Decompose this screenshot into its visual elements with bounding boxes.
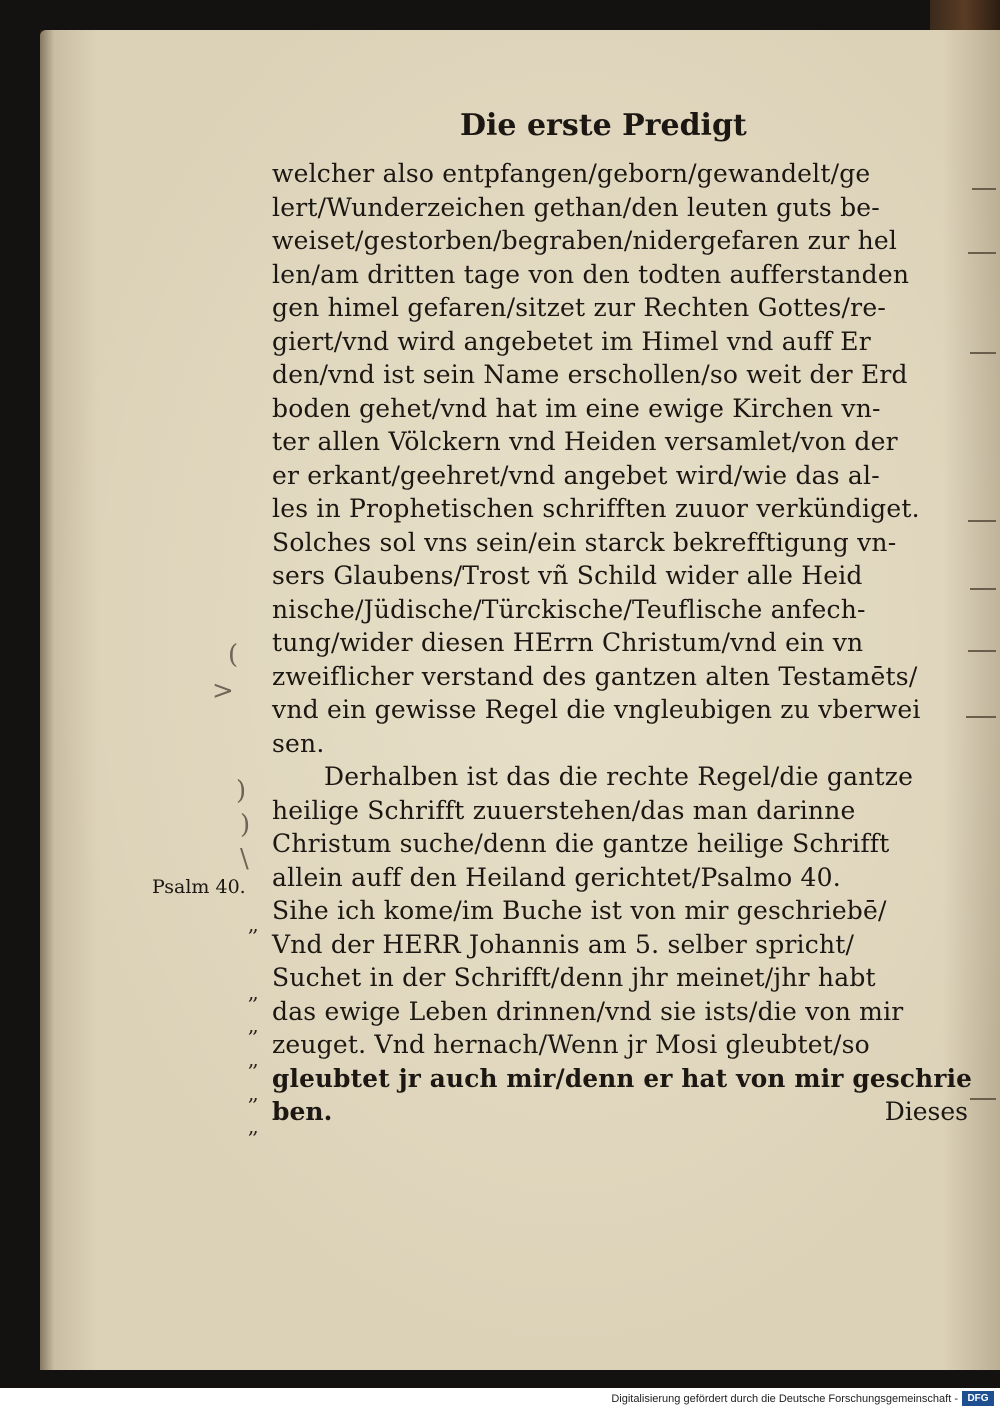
text-line: len/am dritten tage von den todten aufferstanden <box>272 259 910 289</box>
text-line: les in Prophetischen schrifften zuuor verkündiget. <box>272 494 920 523</box>
quote-mark: ,, <box>248 912 257 936</box>
quote-mark: ,, <box>248 980 257 1004</box>
edge-mark <box>972 188 996 190</box>
body-text <box>272 157 972 1129</box>
marginal-note: Psalm 40. <box>152 876 246 898</box>
text-line: er erkant/geehret/vnd angebet wird/wie das al- <box>272 460 880 490</box>
margin-bracket-mark: ) <box>240 810 251 840</box>
edge-mark <box>968 520 996 522</box>
text-line: lert/Wunderzeichen gethan/den leuten guts be- <box>272 192 880 222</box>
text-line: Suchet in der Schrifft/denn jhr meinet/jhr habt <box>272 963 876 992</box>
text-line: vnd ein gewisse Regel die vngleubigen zu vberwei <box>272 695 921 724</box>
quote-mark: ,, <box>248 1114 257 1138</box>
margin-bracket-mark: ) <box>236 776 247 806</box>
text-line: heilige Schrifft zuuerstehen/das man darinne <box>272 795 856 825</box>
final-line: ben. <box>272 1097 333 1126</box>
footer-bar <box>0 1388 1000 1411</box>
text-line: sers Glaubens/Trost vñ Schild wider alle Heid <box>272 561 863 590</box>
paragraph-start-line: Derhalben ist das die rechte Regel/die gantze <box>324 762 914 791</box>
dfg-logo: DFG <box>962 1391 994 1406</box>
text-line: zeuget. Vnd hernach/Wenn jr Mosi gleubtet/so <box>272 1030 870 1059</box>
edge-mark <box>970 1098 996 1100</box>
text-line: nische/Jüdische/Türckische/Teuflische anfech- <box>272 594 866 624</box>
margin-bracket-mark: > <box>212 676 234 706</box>
quote-mark: ,, <box>248 1081 257 1105</box>
text-line: giert/vnd wird angebetet im Himel vnd auff Er <box>272 326 871 356</box>
edge-mark <box>970 588 996 590</box>
text-line: weiset/gestorben/begraben/nidergefaren zur hel <box>272 226 898 255</box>
edge-mark <box>970 352 996 354</box>
book-edge <box>930 0 1000 30</box>
text-line: allein auff den Heiland gerichtet/Psalmo 40. <box>272 862 841 892</box>
edge-mark <box>968 650 996 652</box>
text-line: Sihe ich kome/im Buche ist von mir geschriebē/ <box>272 896 887 925</box>
margin-bracket-mark: \ <box>240 844 249 874</box>
catchword: Dieses <box>884 1097 968 1126</box>
text-line: welcher also entpfangen/geborn/gewandelt/ge <box>272 159 871 188</box>
text-line: das ewige Leben drinnen/vnd sie ists/die von mir <box>272 996 904 1026</box>
running-head: Die erste Predigt <box>460 108 747 143</box>
quote-mark: ,, <box>248 1047 257 1071</box>
text-line: Solches sol vns sein/ein starck bekrefftigung vn- <box>272 527 897 557</box>
funding-credit: Digitalisierung gefördert durch die Deutsche Forschungsgemeinschaft - <box>611 1393 958 1405</box>
text-line: boden gehet/vnd hat im eine ewige Kirchen vn- <box>272 393 881 423</box>
quote-mark: ,, <box>248 1013 257 1037</box>
text-line: ter allen Völckern vnd Heiden versamlet/von der <box>272 427 898 456</box>
text-line: sen. <box>272 728 325 758</box>
edge-mark <box>966 716 996 718</box>
text-line: gleubtet jr auch mir/denn er hat von mir geschrie <box>272 1063 973 1093</box>
margin-bracket-mark: ( <box>228 640 239 670</box>
text-line: tung/wider diesen HErrn Christum/vnd ein vn <box>272 628 864 657</box>
final-row <box>272 1095 972 1129</box>
text-line: Vnd der HERR Johannis am 5. selber spricht/ <box>272 929 855 959</box>
page-gutter-shadow <box>40 30 54 1370</box>
text-line: Christum suche/denn die gantze heilige Schrifft <box>272 829 890 858</box>
edge-mark <box>968 252 996 254</box>
text-line: zweiflicher verstand des gantzen alten Testamēts/ <box>272 661 918 691</box>
text-line: gen himel gefaren/sitzet zur Rechten Gottes/re- <box>272 293 886 322</box>
text-line: den/vnd ist sein Name erschollen/so weit der Erd <box>272 360 908 389</box>
